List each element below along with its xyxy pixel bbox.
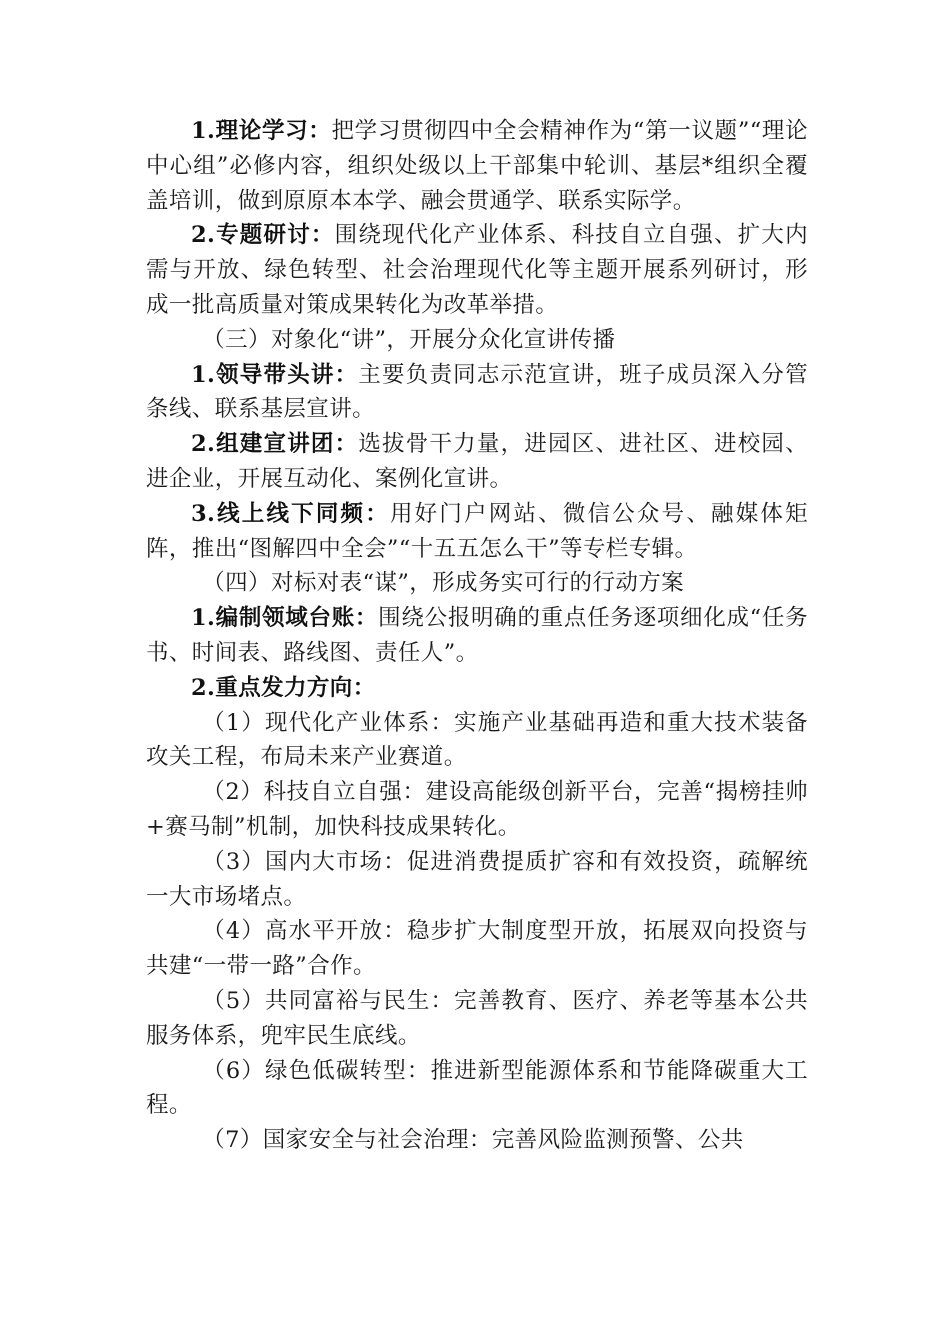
paragraph-lead: 3.线上线下同频：	[191, 500, 390, 527]
paragraph-leader-speak	[146, 358, 808, 428]
paragraph-theory-study	[146, 114, 808, 218]
paragraph-text: 围绕现代化产业体系、科技自立自强、扩大内需与开放、绿色转型、社会治理现代化等主题开展系列研讨，形成一批高质量对策成果转化为改革举措。	[146, 222, 808, 318]
direction-item-1: （1）现代化产业体系：实施产业基础再造和重大技术装备攻关工程，布局未来产业赛道。	[146, 709, 808, 771]
paragraph-lead: 1.领导带头讲：	[191, 361, 359, 388]
paragraph-special-seminar	[146, 218, 808, 322]
paragraph-online-offline	[146, 497, 808, 567]
paragraph-lead: 2.重点发力方向：	[191, 674, 376, 701]
direction-item-7: （7）国家安全与社会治理：完善风险监测预警、公共	[202, 1127, 744, 1154]
direction-item-2: （2）科技自立自强：建设高能级创新平台，完善“揭榜挂帅+赛马制”机制，加快科技成果转化。	[146, 779, 808, 840]
direction-item-5: （5）共同富裕与民生：完善教育、医疗、养老等基本公共服务体系，兜牢民生底线。	[146, 987, 808, 1049]
paragraph-text: 选拔骨干力量，进园区、进社区、进校园、进企业，开展互动化、案例化宣讲。	[146, 431, 808, 492]
paragraph-lead: 1.理论学习：	[191, 118, 332, 144]
paragraph-lecture-group	[146, 427, 808, 497]
paragraph-text: 用好门户网站、微信公众号、融媒体矩阵，推出“图解四中全会”“十五五怎么干”等专栏专辑。	[146, 500, 808, 562]
paragraph-text: 主要负责同志示范宣讲，班子成员深入分管条线、联系基层宣讲。	[146, 361, 808, 423]
paragraph-lead: 1.编制领域台账：	[191, 605, 379, 632]
paragraph-lead: 2.专题研讨：	[191, 222, 335, 249]
section-heading-4: （四）对标对表“谋”，形成务实可行的行动方案	[202, 570, 685, 597]
paragraph-text: 把学习贯彻四中全会精神作为“第一议题”“理论中心组”必修内容，组织处级以上干部集中轮训、基层*组织全覆盖培训，做到原原本本学、融会贯通学、联系实际学。	[146, 118, 808, 214]
document-body	[146, 114, 808, 1158]
paragraph-domain-ledger	[146, 601, 808, 671]
direction-item-6: （6）绿色低碳转型：推进新型能源体系和节能降碳重大工程。	[146, 1057, 808, 1119]
direction-item-4: （4）高水平开放：稳步扩大制度型开放，拓展双向投资与共建“一带一路”合作。	[146, 918, 808, 980]
direction-item-3: （3）国内大市场：促进消费提质扩容和有效投资，疏解统一大市场堵点。	[146, 848, 808, 910]
paragraph-lead: 2.组建宣讲团：	[191, 431, 359, 458]
paragraph-text: 围绕公报明确的重点任务逐项细化成“任务书、时间表、路线图、责任人”。	[146, 605, 809, 666]
paragraph-key-directions	[146, 671, 808, 706]
section-heading-3: （三）对象化“讲”，开展分众化宣讲传播	[202, 326, 616, 353]
